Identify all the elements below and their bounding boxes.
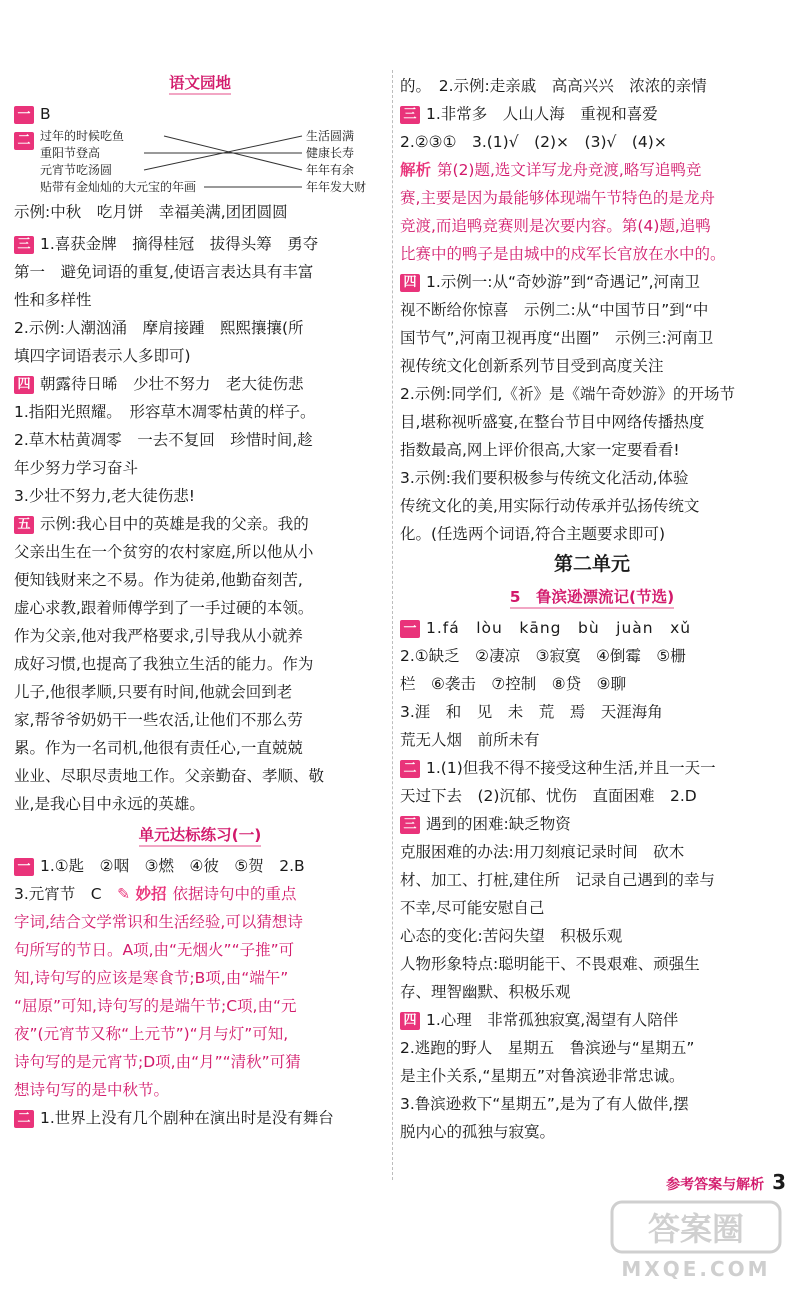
analysis-label: 解析: [400, 161, 432, 179]
unit-practice-2: 二 1.世界上没有几个剧种在演出时是没有舞台: [14, 1104, 386, 1132]
section-title-yuwen-yuandi: 语文园地: [14, 66, 386, 100]
watermark-site: MXQE.COM: [621, 1257, 771, 1281]
answer-3: 三 1.喜获金牌 摘得桂冠 拔得头筹 勇夺 第一 避免词语的重复,使语言表达具有丰富 性和多样性 2.示例:人潮汹涌 摩肩接踵 熙熙攘攘(所 填四字词语表示人多即可): [14, 235, 319, 365]
page-number: 3: [772, 1170, 786, 1194]
lesson-answer-1: 一 1.fá lòu kāng bù juàn xǔ 2.①缺乏 ②凄凉 ③寂寞 ④倒霉 ⑤栅 栏 ⑥袭击 ⑦控制 ⑧贷 ⑨聊 3.涯 和 见 未 荒 焉 天涯海角 荒无人烟 前所未有: [400, 619, 692, 749]
match-example: 示例:中秋 吃月饼 幸福美满,团团圆圆: [14, 203, 288, 221]
matching-exercise: [14, 128, 386, 230]
badge-l2: 二: [400, 760, 420, 778]
column-divider: [392, 70, 393, 1180]
match-left-3: 元宵节吃汤圆: [40, 163, 113, 177]
badge-2: 二: [14, 132, 34, 150]
match-right-1: 生活圆满: [306, 129, 355, 143]
badge-3: 三: [14, 236, 34, 254]
answer-r4: 四 1.示例一:从“奇妙游”到“奇遇记”,河南卫 视不断给你惊喜 示例二:从“中国节日”到“中 国节气”,河南卫视再度“出圈” 示例三:河南卫 视传统文化创新系列节目受到高度关注 2.示例:同学们,《祈》是《端午奇妙游》的开场节 目,堪称视听盛宴,在整台节目中网络传播热度 指数最高,网上评价很高,大家一定要看看! 3.示例:我们要积极参与传统文化活动,体验 传统文化的美,用实际行动传承并弘扬传统文 化。(任选两个词语,符合主题要求即可): [400, 273, 735, 543]
match-left-2: 重阳节登高: [40, 146, 101, 160]
section-title-unit-practice: 单元达标练习(一): [14, 818, 386, 852]
answer-4: 四 朝露待日晞 少壮不努力 老大徒伤悲 1.指阳光照耀。 形容草木凋零枯黄的样子。 2.草木枯黄凋零 一去不复回 珍惜时间,趁 年少努力学习奋斗 3.少壮不努力,老大徒伤悲!: [14, 375, 316, 505]
lesson-answer-2: 二 1.(1)但我不得不接受这种生活,并且一天一 天过下去 (2)沉郁、忧伤 直面困难 2.D: [400, 759, 716, 805]
footer-label: 参考答案与解析: [666, 1177, 765, 1193]
match-left-4: 贴带有金灿灿的大元宝的年画: [40, 180, 197, 194]
match-left-1: 过年的时候吃鱼: [40, 129, 125, 143]
badge-r3: 三: [400, 106, 420, 124]
unit-practice-1: 一 1.①匙 ②咽 ③燃 ④彼 ⑤贺 2.B 3.元宵节 C ✎ 妙招 依据诗句中的重点 字词,结合文学常识和生活经验,可以猜想诗 句所写的节日。A项,由“无烟火”“子推”可 知,诗句写的应该是寒食节;B项,由“端午” “屈原”可知,诗句写的是端午节;C项,由“元 夜”(元宵节又称“上元节”)“月与灯”可知, 诗句写的是元宵节;D项,由“月”“清秋”可猜 想诗句写的是中秋节。: [14, 857, 305, 1099]
lesson-5-title: 5 鲁滨逊漂流记(节选): [400, 580, 784, 614]
match-right-3: 年年有余: [306, 163, 355, 177]
answer-5-essay: 五 示例:我心目中的英雄是我的父亲。我的 父亲出生在一个贫穷的农村家庭,所以他从小 便知钱财来之不易。作为徒弟,他勤奋刻苦, 虚心求教,跟着师傅学到了一手过硬的本领。 作为父亲,他对我严格要求,引导我从小就养 成好习惯,也提高了我独立生活的能力。作为 儿子,他很孝顺,只要有时间,他就会回到老 家,帮爷爷奶奶干一些农活,让他们不那么劳 累。作为一名司机,他很有责任心,一直兢兢 业业、尽职尽责地工作。父亲勤奋、孝顺、敬 业,是我心目中永远的英雄。: [14, 515, 325, 813]
match-right-2: 健康长寿: [306, 146, 355, 160]
badge-l1: 一: [400, 620, 420, 638]
badge-1: 一: [14, 106, 34, 124]
answer-1: 一 B: [14, 100, 386, 128]
badge-l3: 三: [400, 816, 420, 834]
unit-2-title: 第二单元: [553, 553, 630, 575]
badge-r4: 四: [400, 274, 420, 292]
watermark-logo: [608, 1198, 784, 1282]
lesson-answer-4: 四 1.心理 非常孤独寂寞,渴望有人陪伴 2.逃跑的野人 星期五 鲁滨逊与“星期五” 是主仆关系,“星期五”对鲁滨逊非常忠诚。 3.鲁滨逊救下“星期五”,是为了有人做伴,摆 脱内心的孤独与寂寞。: [400, 1011, 695, 1141]
badge-4: 四: [14, 376, 34, 394]
tip-icon: ✎: [117, 885, 131, 903]
badge-u2: 二: [14, 1110, 34, 1128]
badge-5: 五: [14, 516, 34, 534]
watermark-logo-text: 答案圈: [647, 1210, 745, 1248]
badge-u1: 一: [14, 858, 34, 876]
tip-label: ✎ 妙招: [117, 885, 167, 903]
match-right-4: 年年发大财: [306, 180, 367, 194]
page-footer: [666, 1170, 786, 1194]
left-column: [14, 66, 386, 1291]
badge-l4: 四: [400, 1012, 420, 1030]
lesson-answer-3: 三 遇到的困难:缺乏物资 克服困难的办法:用刀刻痕记录时间 砍木 材、加工、打桩,建住所 记录自己遇到的幸与 不幸,尽可能安慰自己 心态的变化:苦闷失望 积极乐观 人物形象特点:聪明能干、不畏艰难、顽强生 存、理智幽默、积极乐观: [400, 815, 715, 1001]
right-column: 的。 2.示例:走亲戚 高高兴兴 浓浓的亲情 三 1.非常多 人山人海 重视和喜爱 2.②③① 3.(1)√ (2)× (3)√ (4)× 解析 第(2)题,选文详写龙舟竞渡,略写追鸭竞 赛,主要是因为最能够体现端午节特色的是龙舟 竞渡,而追鸭竞赛则是次要内容。第(4)题,追鸭 比赛中的鸭子是由城中的戍军长官放在水中的。 四 1.示例一:从“奇妙游”到“奇遇记”,河南卫 视不断给你惊喜 示例二:从“中国节日”到“中 国节气”,河南卫视再度“出圈” 示例三:河南卫 视传统文化创新系列节目受到高度关注 2.示例:同学们,《祈》是《端午奇妙游》的开场节 目,堪称视听盛宴,在整台节目中网络传播热度 指数最高,网上评价很高,大家一定要看看! 3.示例:我们要积极参与传统文化活动,体验 传统文化的美,用实际行动传承并弘扬传统文 化。(任选两个词语,符合主题要求即可) 第二单元 5 鲁滨逊漂流记(节选) 一 1.fá lòu kāng bù juàn xǔ 2.①缺乏 ②凄凉 ③寂寞 ④倒霉 ⑤栅 栏 ⑥袭击 ⑦控制 ⑧贷 ⑨聊 3.涯 和 见 未 荒 焉 天涯海角 荒无人烟 前所未有 二 1.(1)但我不得不接受这种生活,并且一天一 天过下去 (2)沉郁、忧伤 直面困难 2.D 三 遇到的困难:缺乏物资 克服困难的办法:用刀刻痕记录时间 砍木 材、加工、打桩,建住所 记录自己遇到的幸与 不幸,尽可能安慰自己 心态的变化:苦闷失望 积极乐观 人物形象特点:聪明能干、不畏艰难、顽强生 存、理智幽默、积极乐观 四 1.心理 非常孤独寂寞,渴望有人陪伴 2.逃跑的野人 星期五 鲁滨逊与“星期五” 是主仆关系,“星期五”对鲁滨逊非常忠诚。 3.鲁滨逊救下“星期五”,是为了有人做伴,摆 脱内心的孤独与寂寞。: [400, 66, 784, 1291]
analysis-block: 解析 第(2)题,选文详写龙舟竞渡,略写追鸭竞 赛,主要是因为最能够体现端午节特色的是龙舟 竞渡,而追鸭竞赛则是次要内容。第(4)题,追鸭 比赛中的鸭子是由城中的戍军长官放在水中的。: [400, 161, 726, 263]
